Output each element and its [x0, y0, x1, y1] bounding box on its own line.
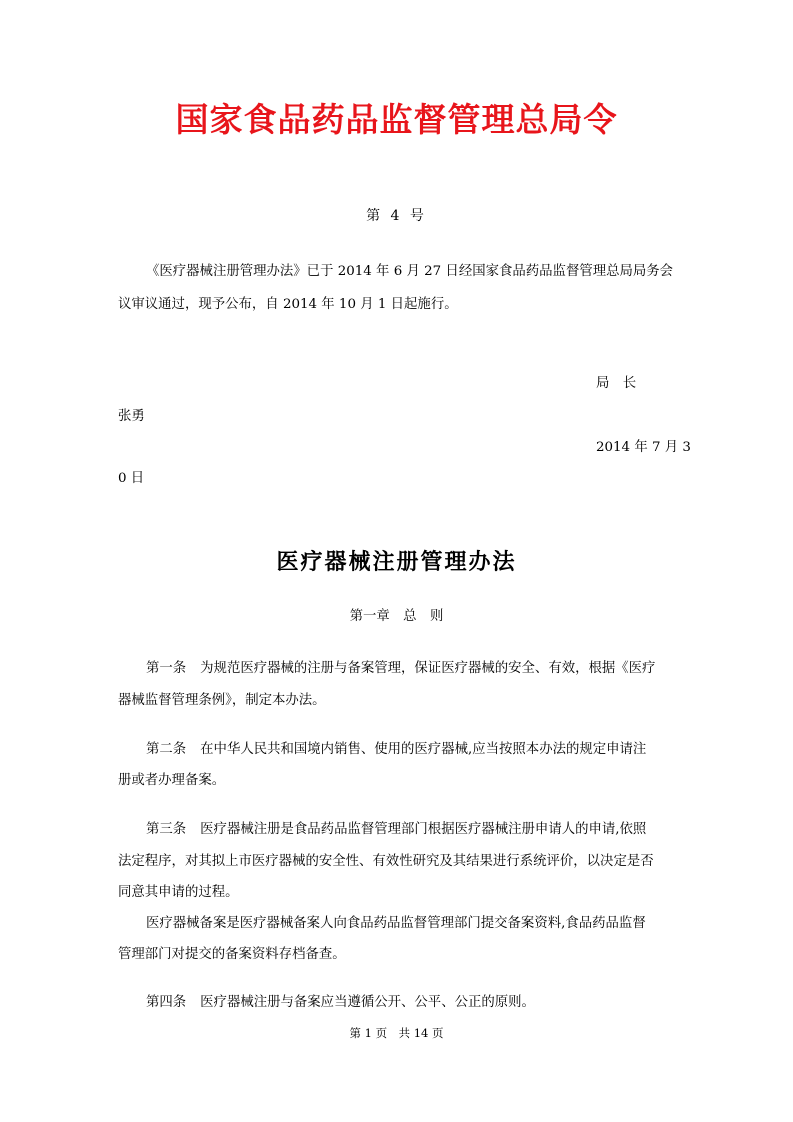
page-footer: 第 1 页 共 14 页 — [349, 1026, 444, 1040]
signature-position: 局 长 — [596, 376, 637, 391]
signature-name: 张勇 — [118, 409, 145, 424]
article-3 — [146, 818, 646, 837]
article-text: 医疗器械注册与备案应当遵循公开、公平、公正的原则。 — [200, 995, 535, 1010]
article-1 — [146, 657, 655, 676]
article-2 — [146, 738, 646, 757]
article-label: 第二条 — [146, 742, 187, 757]
article-label: 第三条 — [146, 822, 187, 837]
preamble-line: 《医疗器械注册管理办法》已于 2014 年 6 月 27 日经国家食品药品监督管理总局局务会 — [146, 264, 674, 279]
signature-date: 2014 年 7 月 3 — [596, 440, 691, 455]
article-text: 器械监督管理条例》，制定本办法。 — [118, 693, 326, 708]
decree-number: 第 4 号 — [366, 208, 427, 224]
article-text: 册或者办理备案。 — [118, 773, 226, 788]
signature-date-cont: 0 日 — [118, 471, 145, 486]
article-4 — [146, 991, 535, 1010]
regulation-title: 医疗器械注册管理办法 — [276, 550, 517, 575]
chapter-heading: 第一章 总 则 — [349, 609, 444, 624]
article-text: 同意其申请的过程。 — [118, 885, 239, 900]
article-text: 管理部门对提交的备案资料存档备查。 — [118, 947, 346, 962]
article-text: 医疗器械备案是医疗器械备案人向食品药品监督管理部门提交备案资料,食品药品监督 — [146, 916, 646, 931]
article-label: 第四条 — [146, 995, 187, 1010]
article-text: 为规范医疗器械的注册与备案管理，保证医疗器械的安全、有效，根据《医疗 — [200, 661, 656, 676]
article-text: 医疗器械注册是食品药品监督管理部门根据医疗器械注册申请人的申请,依照 — [200, 822, 647, 837]
preamble-line: 议审议通过，现予公布，自 2014 年 10 月 1 日起施行。 — [118, 297, 458, 312]
decree-title: 国家食品药品监督管理总局令 — [175, 100, 618, 139]
article-text: 在中华人民共和国境内销售、使用的医疗器械,应当按照本办法的规定申请注 — [200, 742, 647, 757]
article-label: 第一条 — [146, 661, 187, 676]
article-text: 法定程序，对其拟上市医疗器械的安全性、有效性研究及其结果进行系统评价，以决定是否 — [118, 854, 654, 869]
